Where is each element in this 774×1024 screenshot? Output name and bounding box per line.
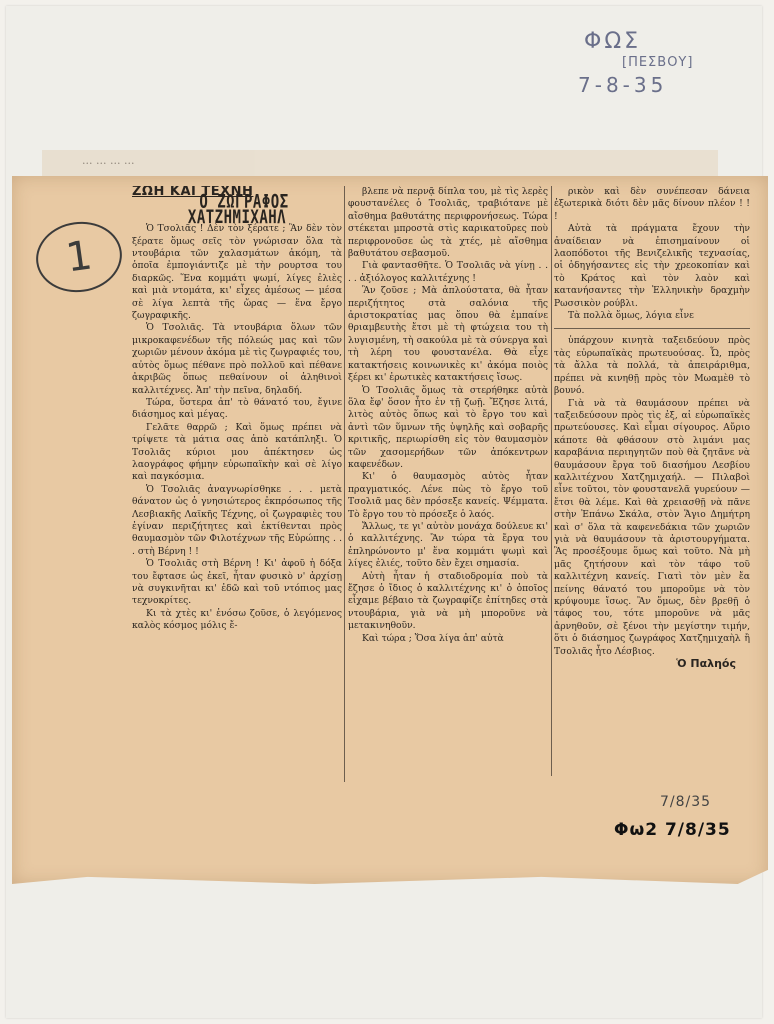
paragraph: Ὁ Τσολιᾶς ἀναγνωρίσθηκε . . . μετὰ θάνατον ὡς ὁ γνησιώτερος ἐκπρόσωπος τῆς Λεσβιακῆς Λαϊκῆς Τέχνης, οἱ ζωγραφιὲς του ἐγίναν περιζήτητες καὶ ἐκτίθενται πρὸς θαυμασμὸν τῶν Φιλοτέχνων τῆς Εὐρώπης . . . στὴ Βέρνη ! ! xyxy=(132,483,342,557)
paragraph: Αὐτὰ τὰ πράγματα ἔχουν τὴν ἀναίδειαν νὰ ἐπισημαίνουν οἱ λαοπόδοτοι τῆς Βενιζελικῆς τεχνασίας, οἱ ὁδηγήσαντες εἰς τὴν χρεοκοπίαν καὶ τὸ Κράτος καὶ τὸν λαὸν καὶ κατανήσαντες τὴν Ἑλληνικὴν δραχμὴν Ρωσσικὸν ρούβλι. xyxy=(554,223,750,309)
article-column-2 xyxy=(348,186,548,781)
article-title: Ο ΖΩΓΡΑΦΟΣ ΧΑΤΖΗΜΙΧΑΗΛ xyxy=(187,192,289,230)
torn-strip xyxy=(42,150,718,180)
paragraph: Ὁ Τσολιᾶς ! Δὲν τὸν ξέρατε ; Ἂν δὲν τὸν ξέρατε ὅμως σεῖς τὸν γνώρισαν ὅλα τὰ ντουβάρια τῶν χαλασμάτων ἀκόμη, τὰ ὁποῖα ἐμπογιάντιζε μὲ τὴν ρουρτσα του διαρκῶς. Ἕνα κομμάτι ψωμί, λίγες ἐλιὲς καὶ μιὰ ντομάτα, κι' εἶχες ἀμέσως — μέσα σὲ λίγα λεπτὰ τῆς ὥρας — ἕνα ἔργο ζωγραφικῆς. xyxy=(132,223,342,322)
column-divider xyxy=(344,186,345,782)
paragraph: Κι τὰ χτὲς κι' ἐνόσω ζοῦσε, ὁ λεγόμενος καλὸς κόσμος μόλις ἔ- xyxy=(132,607,342,632)
paragraph: Ὁ Τσολιᾶς ὅμως τὰ στερήθηκε αὐτὰ ὅλα ἔφ' ὅσον ἦτο ἐν τῇ ζωῇ. Ἔζησε λιτά, λιτὸς αὐτὸς ὅπως καὶ τὸ ἔργο του καὶ ἀντὶ τῶν ὕμνων τῆς ὑψηλῆς καὶ σοβαρῆς κριτικῆς, περιωρίσθη εἰς τὸν θαυμασμὸν τῶν χασομερήδων τῶν ἀπόκεντρων καφενέδων. xyxy=(348,384,548,470)
paragraph: Ἂν ζοῦσε ; Μὰ ἁπλούστατα, θὰ ἦταν περιζήτητος στὰ σαλόνια τῆς ἀριστοκρατίας μας ὅπου θὰ ἐμπαίνε θριαμβευτὴς ἔτσι μὲ τὴ φτώχεια του τὴ λυγισμένη, τὴ σακούλα μὲ τὰ σύνεργα καὶ τὴ λέρη του φουστανέλα. Θὰ εἶχε κατακτήσεις κοινωνικὲς κι' ἀκόμα ποιὸς ξέρει κι' ἐρωτικὲς κατακτήσεις ἴσως. xyxy=(348,285,548,384)
column-divider xyxy=(551,186,552,776)
paragraph: βλεπε νὰ περνᾷ δίπλα του, μὲ τὶς λερὲς φουστανέλες ὁ Τσολιᾶς, τραβιότανε μὲ αἴσθημα βαθυτάτης περιφρονήσεως. Τώρα στέκεται μπροστὰ στὶς καρικατοῦρες ποὺ περιφρονοῦσε ὡς τὰ χτές, μὲ αἴσθημα βαθυτάτου σεβασμοῦ. xyxy=(348,186,548,260)
torn-strip-text: ... ... ... ... xyxy=(82,154,135,167)
author-signature: Ὁ Παληός xyxy=(676,657,736,671)
handwritten-date: 7/8/35 xyxy=(660,794,712,810)
section-heading: ΖΩΗ ΚΑΙ ΤΕΧΝΗ xyxy=(132,186,254,199)
pencil-place-name: [ΠΕΣΒΟΥ] xyxy=(622,55,694,71)
paragraph: Κι' ὁ θαυμασμὸς αὐτὸς ἦταν πραγματικός. Λένε πὼς τὸ ἔργο τοῦ Τσολιᾶ μας δὲν πρόσεξε κανείς. Ψέμματα. Τὸ ἔργο του τὸ πρόσεξε ὁ λαός. xyxy=(348,471,548,520)
pencil-date: 7-8-35 xyxy=(578,73,668,98)
paragraph: Ἄλλως, τε γι' αὐτὸν μονάχα δούλευε κι' ὁ καλλιτέχνης. Ἂν τώρα τὰ ἔργα του ἐπληρώνοντο μ' ἕνα κομμάτι ψωμὶ καὶ λίγες ἐλιές, τοῦτο δὲν ἔχει σημασία. xyxy=(348,520,548,570)
pencil-annotation xyxy=(578,30,748,96)
paragraph: Τὰ πολλὰ ὅμως, λόγια εἶνε xyxy=(568,310,694,322)
paragraph: Ὁ Τσολιᾶς. Τὰ ντουβάρια ὅλων τῶν μικροκαφενέδων τῆς πόλεώς μας καὶ τῶν χωριῶν μένουν ἀκόμα μὲ τὶς ζωγραφιές του, αὐτὸς ὅμως πέθανε πρὸ πολλοῦ καὶ πέθανε ἀκριβῶς ὅπως πεθαίνουν οἱ ἀληθινοὶ καλλιτέχνες. Ἀπ' τὴν πεῖνα, δηλαδή. xyxy=(132,322,342,396)
paragraph: Αὐτὴ ἦταν ἡ σταδιοδρομία ποὺ τὰ ἔζησε ὁ ἴδιος ὁ καλλιτέχνης κι' ὁ ὁποῖος εἶχαμε βέβαιο τὰ ζωγραφίζε ἐπίτηδες στὰ ντουβάρια, γιὰ νὰ μὴ μποροῦνε νὰ μετακινηθοῦν. xyxy=(348,570,548,632)
paragraph: Γιὰ φαντασθῆτε. Ὁ Τσολιᾶς νὰ γίνῃ . . . . ἀξιόλογος καλλιτέχνης ! xyxy=(348,260,548,284)
pencil-newspaper-name: ΦΩΣ xyxy=(584,29,642,54)
circled-number: 1 xyxy=(32,216,127,297)
column-rule xyxy=(554,328,750,329)
paragraph: Γελᾶτε θαρρῶ ; Καὶ ὅμως πρέπει νὰ τρίψετε τὰ μάτια σας ἀπὸ κατάπληξι. Ὁ Τσολιᾶς κύριοι μου ἀπέκτησεν ὡς λαογράφος φήμην εὐρωπαϊκὴν καὶ σὲ λίγο καὶ παγκόσμια. xyxy=(132,421,342,483)
paragraph: Καὶ τώρα ; Ὅσα λίγα ἀπ' αὐτὰ xyxy=(362,632,504,644)
article-column-1 xyxy=(132,186,342,786)
paragraph: Τώρα, ὕστερα ἀπ' τὸ θάνατό του, ἔγινε διάσημος καὶ μέγας. xyxy=(132,396,342,421)
paragraph: Γιὰ νὰ τὰ θαυμάσουν πρέπει νὰ ταξειδεύσουν πρὸς τὶς ἐξ, αἱ εὐρωπαϊκὲς πρωτεύουσες. Καὶ εἶμαι σίγουρος. Αὔριο κάποτε θὰ φθάσουν στὸ λιμάνι μας καραβάνια περιηγητῶν ποὺ θὰ ζητᾶνε νὰ θαυμάσουν ἔργα τοῦ διασήμου Λεσβίου καλλιτέχνου Χατζημιχαήλ. — Πιλαβοὶ εἶνε τοῦτοι, τὸν φουστανελᾶ γυρεύουν — ἔτσι θὰ λέμε. Καὶ θὰ χρειασθῇ νὰ πᾶνε στὴν Ἐπάνω Σκάλα, στὸν Ἅγιο Δημήτρη καὶ σ' ὅλα τὰ καφενεδάκια τῶν χωριῶν γιὰ νὰ θαυμάσουν τὰ ἀριστουργήματα. Ἂς προσέξουμε ὅμως καὶ τοῦτο. Νὰ μὴ μᾶς ζητήσουν καὶ τὸν τάφο τοῦ καλλιτέχνη κανείς. Γιατὶ τὸν μὲν ἔα πείνης θάνατό του μποροῦμε νὰ τὸν κρύψουμε ἴσως. Ἂν ὅμως, δὲν βρεθῇ ὁ τάφος του, τότε μποροῦνε νὰ μᾶς ἀρνηθοῦν, σὲ ξένοι τὴν μεγίστην τιμήν, ὅτι ὁ διάσημος ζωγράφος Χατζημιχαὴλ ἢ Τσολιᾶς ἦτο Λέσβιος. xyxy=(554,397,750,657)
article-column-3 xyxy=(554,186,750,786)
paragraph: ὑπάρχουν κινητὰ ταξειδεύουν πρὸς τὰς εὐρωπαϊκὰς πρωτευούσας. Ὦ, πρὸς τὰ ἄλλα τὰ πολλά, τὰ ἀπειράριθμα, πρέπει νὰ κινηθῇ πρὸς τὸν Μωαμὲθ τὸ βουνό. xyxy=(554,335,750,397)
paragraph: ρικὸν καὶ δὲν συνέπεσαν δάνεια ἐξωτερικὰ διότι δὲν μᾶς δίνουν πλέον ! ! ! xyxy=(554,186,750,222)
handwritten-source-date: Φω2 7/8/35 xyxy=(614,820,731,840)
paragraph: Ὁ Τσολιᾶς στὴ Βέρνη ! Κι' ἀφοῦ ἡ δόξα του ἔφτασε ὡς ἐκεῖ, ἦταν φυσικὸ ν' ἀρχίσῃ νὰ συγκινῆται κι' ἐδῶ καὶ τοῦ ντόπιος μας τεχνοκρίτες. xyxy=(132,558,342,607)
